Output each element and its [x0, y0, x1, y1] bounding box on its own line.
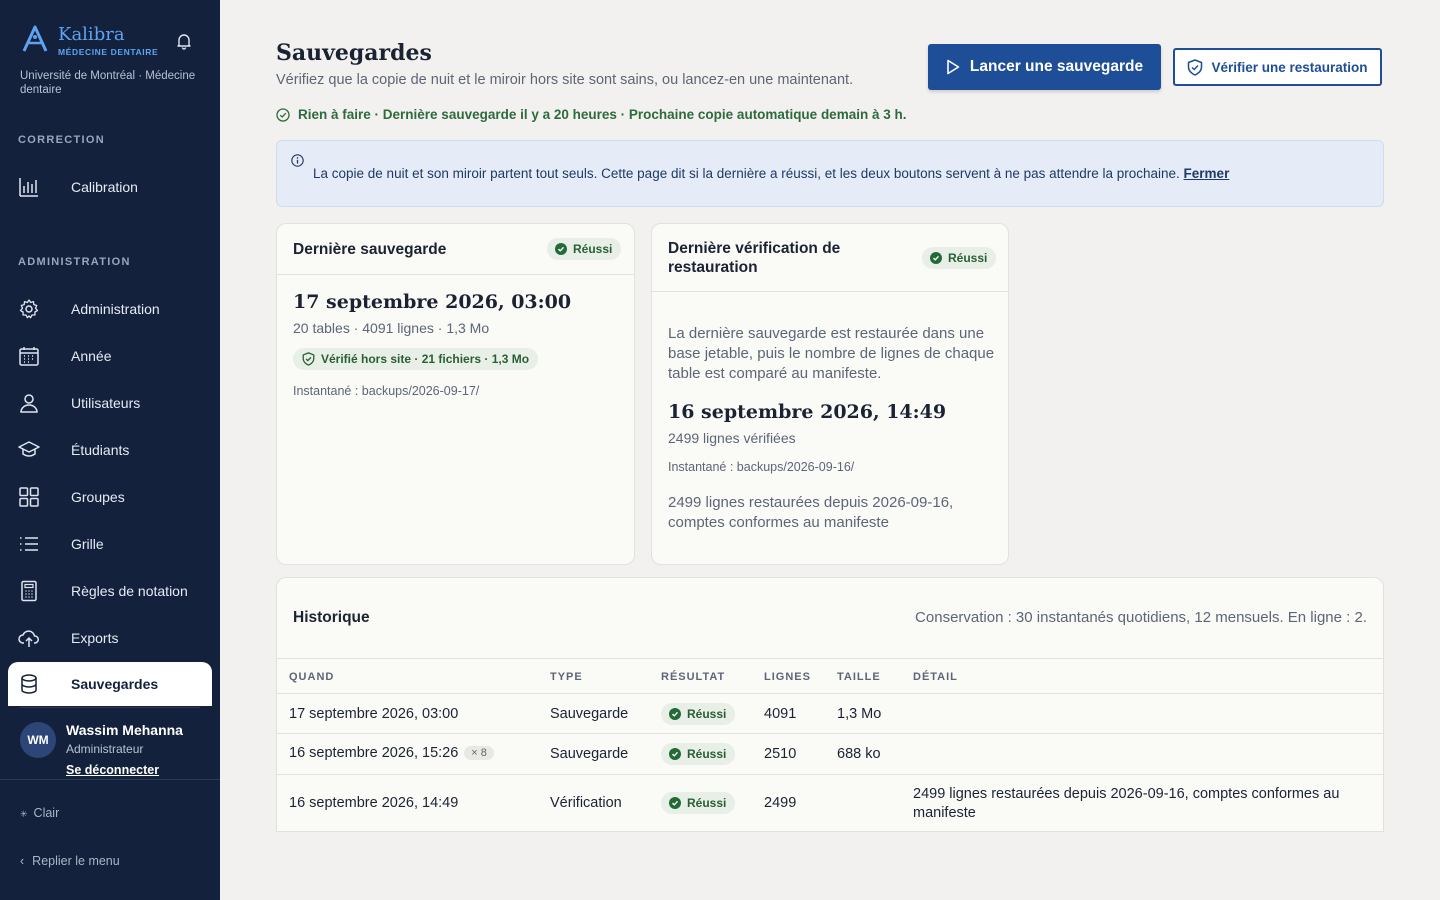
restore-snapshot-path: Instantané : backups/2026-09-16/: [668, 460, 855, 474]
shield-check-icon: [302, 352, 315, 366]
card-title: Dernière vérification de restauration: [668, 240, 841, 276]
sun-icon: ✳: [20, 809, 28, 819]
sidebar-footer-divider: [0, 779, 220, 780]
cell-size: 1,3 Mo: [837, 706, 882, 722]
list-icon: [18, 533, 40, 555]
sidebar-item-label: Étudiants: [71, 442, 130, 458]
check-icon: [669, 797, 681, 809]
retention-note: Conservation : 30 instantanés quotidiens, 12 mensuels. En ligne : 2.: [915, 609, 1367, 626]
cell-detail: 2499 lignes restaurées depuis 2026-09-16, comptes conformes au manifeste: [913, 786, 1340, 821]
verify-restore-label: Vérifier une restauration: [1211, 59, 1368, 75]
sidebar-item-regles-de-notation[interactable]: [8, 569, 212, 613]
collapse-label: Replier le menu: [32, 854, 120, 868]
sidebar-item-label: Groupes: [71, 489, 125, 505]
restore-description: La dernière sauvegarde est restaurée dans une base jetable, puis le nombre de lignes de chaque table est comparé au manifeste.: [668, 325, 995, 382]
kalibra-logo-icon: [20, 24, 50, 54]
status-badge: [661, 743, 735, 765]
cell-type: Sauvegarde: [550, 746, 629, 762]
card-header: [277, 224, 634, 275]
brand-name: Kalibra: [58, 24, 125, 45]
check-icon: [669, 708, 681, 720]
backup-date: 17 septembre 2026, 03:00: [293, 291, 572, 313]
status-badge-label: Réussi: [573, 242, 613, 256]
table-row[interactable]: [277, 775, 1383, 832]
card-title: Dernière sauvegarde: [293, 241, 447, 258]
calculator-icon: [18, 580, 40, 602]
start-backup-button[interactable]: [928, 44, 1161, 90]
last-backup-card: [276, 223, 635, 565]
status-badge: [922, 247, 996, 269]
check-icon: [555, 243, 567, 255]
sidebar-item-annee[interactable]: [8, 334, 212, 378]
column-header-when: QUAND: [289, 671, 335, 683]
shield-check-icon: [1187, 59, 1203, 76]
cell-when-text: 16 septembre 2026, 15:26: [289, 745, 459, 761]
check-circle-icon: [276, 108, 290, 122]
sidebar-item-label: Sauvegardes: [71, 676, 159, 692]
column-header-detail: DÉTAIL: [913, 671, 958, 683]
gear-icon: [18, 298, 40, 320]
history-card: [276, 577, 1384, 832]
info-text: [313, 166, 1229, 181]
bell-icon[interactable]: [175, 32, 193, 50]
graduation-cap-icon: [18, 439, 40, 461]
cell-type: Sauvegarde: [550, 706, 629, 722]
status-badge: [661, 703, 735, 725]
table-row[interactable]: [277, 734, 1383, 775]
sidebar-item-label: Exports: [71, 630, 119, 646]
page-title: Sauvegardes: [276, 40, 432, 66]
user-name: Wassim Mehanna: [66, 722, 183, 738]
status-badge: [661, 792, 735, 814]
status-badge: [547, 238, 621, 260]
section-label-correction: CORRECTION: [18, 134, 105, 146]
card-header: [652, 224, 1008, 292]
cloud-upload-icon: [18, 627, 40, 649]
offsite-verified-label: Vérifié hors site · 21 fichiers · 1,3 Mo: [321, 352, 530, 366]
info-banner: [276, 140, 1384, 207]
brand-subtitle: MÉDECINE DENTAIRE: [58, 47, 159, 57]
sidebar-item-label: Grille: [71, 536, 104, 552]
chevron-left-icon: ‹: [20, 854, 25, 868]
play-icon: [946, 59, 960, 75]
backup-snapshot-path: Instantané : backups/2026-09-17/: [293, 384, 480, 398]
last-restore-card: [651, 223, 1009, 565]
sidebar-item-etudiants[interactable]: [8, 428, 212, 472]
sidebar-item-exports[interactable]: [8, 616, 212, 660]
user-role: Administrateur: [66, 742, 144, 756]
restore-detail: 2499 lignes restaurées depuis 2026-09-16, comptes conformes au manifeste: [668, 494, 954, 531]
table-row[interactable]: [277, 694, 1383, 734]
verify-restore-button[interactable]: [1173, 48, 1382, 86]
user-icon: [18, 392, 40, 414]
theme-label: Clair: [33, 806, 60, 820]
status-badge-label: Réussi: [687, 707, 727, 721]
restore-meta: 2499 lignes vérifiées: [668, 430, 796, 446]
cell-type: Vérification: [550, 795, 622, 811]
repeat-count-badge: × 8: [464, 746, 494, 760]
table-header: [277, 658, 1383, 694]
page-subtitle: Vérifiez que la copie de nuit et le miroir hors site sont sains, ou lancez-en une maintenant.: [276, 72, 854, 88]
grid-icon: [18, 486, 40, 508]
info-icon: [291, 154, 304, 167]
dismiss-info-link[interactable]: Fermer: [1183, 166, 1230, 181]
check-icon: [930, 252, 942, 264]
theme-toggle[interactable]: [20, 806, 59, 820]
organization-name: Université de Montréal · Médecine dentaire: [20, 70, 196, 96]
sidebar-divider: [20, 707, 200, 708]
sidebar-item-groupes[interactable]: [8, 475, 212, 519]
cell-lines: 2510: [764, 746, 797, 762]
offsite-verified-badge: [293, 348, 538, 370]
sidebar: [0, 0, 220, 900]
cell-lines: 2499: [764, 795, 797, 811]
status-badge-label: Réussi: [687, 796, 727, 810]
column-header-result: RÉSULTAT: [661, 671, 726, 683]
collapse-menu-button[interactable]: [20, 854, 120, 868]
history-title: Historique: [293, 609, 370, 626]
avatar: WM: [20, 722, 56, 758]
logout-link[interactable]: Se déconnecter: [66, 763, 160, 777]
bar-chart-icon: [18, 176, 40, 198]
column-header-type: TYPE: [550, 671, 583, 683]
sidebar-item-label: Règles de notation: [71, 583, 188, 599]
sidebar-item-sauvegardes[interactable]: [8, 662, 212, 706]
cell-when: [289, 745, 494, 761]
check-icon: [669, 748, 681, 760]
restore-date: 16 septembre 2026, 14:49: [668, 401, 947, 423]
info-message: La copie de nuit et son miroir partent tout seuls. Cette page dit si la dernière a réussi, et les deux boutons servent à ne pas attendre la prochaine.: [313, 166, 1180, 181]
column-header-size: TAILLE: [837, 671, 881, 683]
status-badge-label: Réussi: [948, 251, 988, 265]
status-text: Rien à faire · Dernière sauvegarde il y a 20 heures · Prochaine copie automatique demain à 3 h.: [298, 107, 907, 122]
calendar-icon: [18, 345, 40, 367]
column-header-lines: LIGNES: [764, 671, 811, 683]
backup-meta: 20 tables · 4091 lignes · 1,3 Mo: [293, 320, 490, 336]
cell-when: 16 septembre 2026, 14:49: [289, 795, 459, 811]
cell-size: 688 ko: [837, 746, 881, 762]
sidebar-item-grille[interactable]: [8, 522, 212, 566]
status-summary: [276, 107, 906, 122]
sidebar-item-calibration[interactable]: [8, 165, 212, 209]
cell-when: 17 septembre 2026, 03:00: [289, 706, 459, 722]
brand[interactable]: [20, 24, 158, 57]
sidebar-item-label: Calibration: [71, 179, 138, 195]
sidebar-item-utilisateurs[interactable]: [8, 381, 212, 425]
sidebar-item-label: Utilisateurs: [71, 395, 141, 411]
sidebar-item-label: Année: [71, 348, 112, 364]
section-label-administration: ADMINISTRATION: [18, 256, 131, 268]
sidebar-item-label: Administration: [71, 301, 160, 317]
database-icon: [18, 673, 40, 695]
status-badge-label: Réussi: [687, 747, 727, 761]
start-backup-label: Lancer une sauvegarde: [969, 58, 1144, 75]
cell-lines: 4091: [764, 706, 797, 722]
sidebar-item-administration[interactable]: [8, 287, 212, 331]
